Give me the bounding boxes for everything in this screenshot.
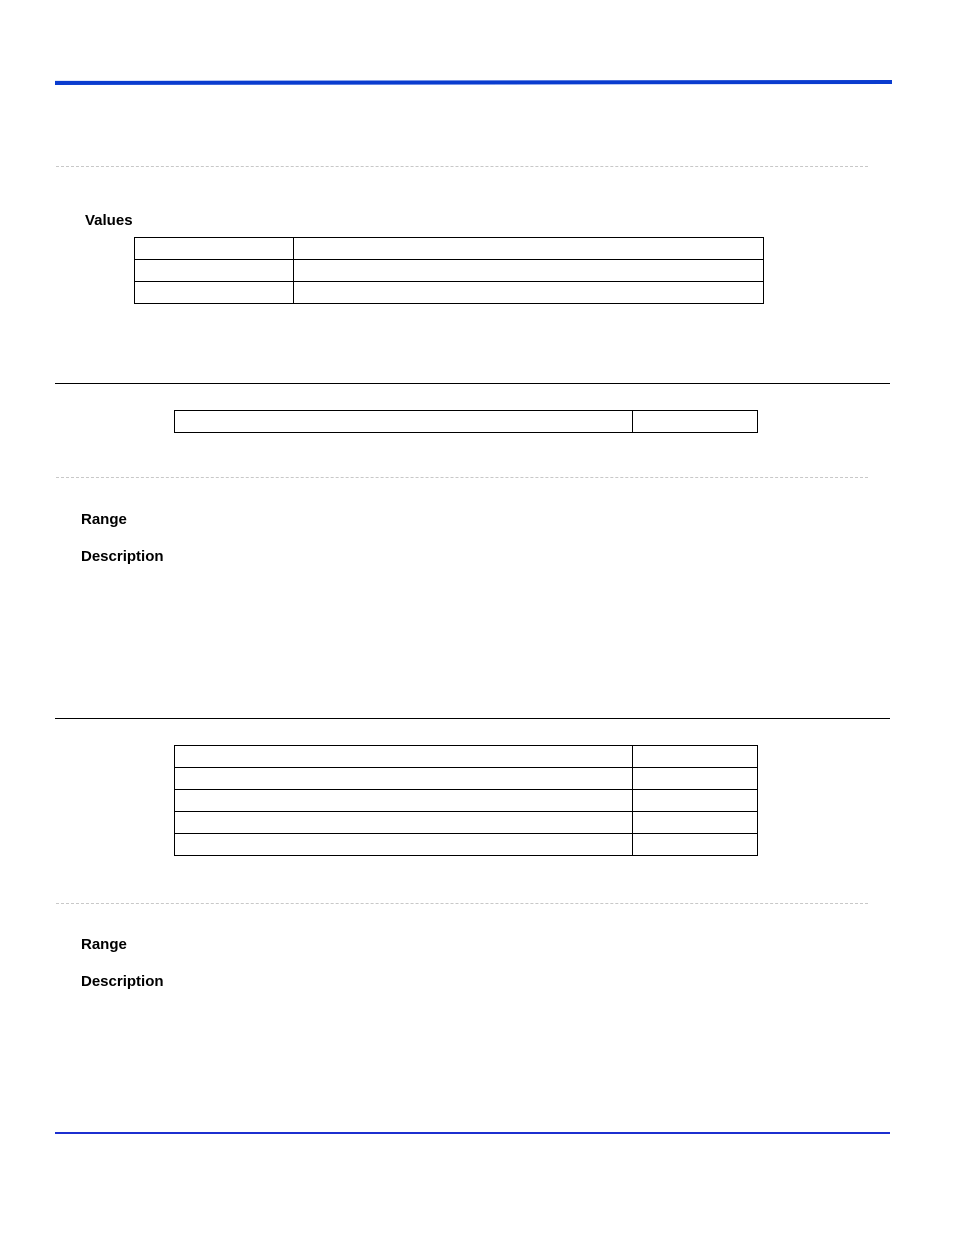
table-row <box>175 812 758 834</box>
table-cell <box>175 834 633 856</box>
section-header-table <box>174 410 758 433</box>
range-label: Range <box>81 936 127 953</box>
section-divider-solid <box>55 383 890 384</box>
table-cell <box>294 238 764 260</box>
section-divider-dashed <box>56 477 868 478</box>
table-cell <box>633 746 758 768</box>
table-row <box>175 768 758 790</box>
table-cell <box>633 812 758 834</box>
section-header-table <box>174 745 758 856</box>
range-label: Range <box>81 511 127 528</box>
table-cell <box>633 768 758 790</box>
section-divider-solid <box>55 718 890 719</box>
table-row <box>135 282 764 304</box>
section-divider-dashed <box>56 166 868 167</box>
table-cell <box>294 260 764 282</box>
description-label: Description <box>81 548 164 565</box>
table-row <box>175 834 758 856</box>
table-cell <box>175 812 633 834</box>
description-label: Description <box>81 973 164 990</box>
table-row <box>175 411 758 433</box>
table-cell <box>633 411 758 433</box>
table-row <box>135 260 764 282</box>
table-cell <box>175 790 633 812</box>
table-cell <box>135 238 294 260</box>
table-cell <box>175 746 633 768</box>
section-divider-dashed <box>56 903 868 904</box>
header-accent-rule <box>55 80 892 85</box>
table-cell <box>294 282 764 304</box>
table-cell <box>633 790 758 812</box>
table-row <box>135 238 764 260</box>
table-row <box>175 790 758 812</box>
values-table <box>134 237 764 304</box>
values-label: Values <box>85 212 133 229</box>
footer-accent-rule <box>55 1132 890 1134</box>
table-cell <box>175 411 633 433</box>
table-cell <box>175 768 633 790</box>
table-cell <box>135 260 294 282</box>
table-cell <box>135 282 294 304</box>
table-cell <box>633 834 758 856</box>
table-row <box>175 746 758 768</box>
